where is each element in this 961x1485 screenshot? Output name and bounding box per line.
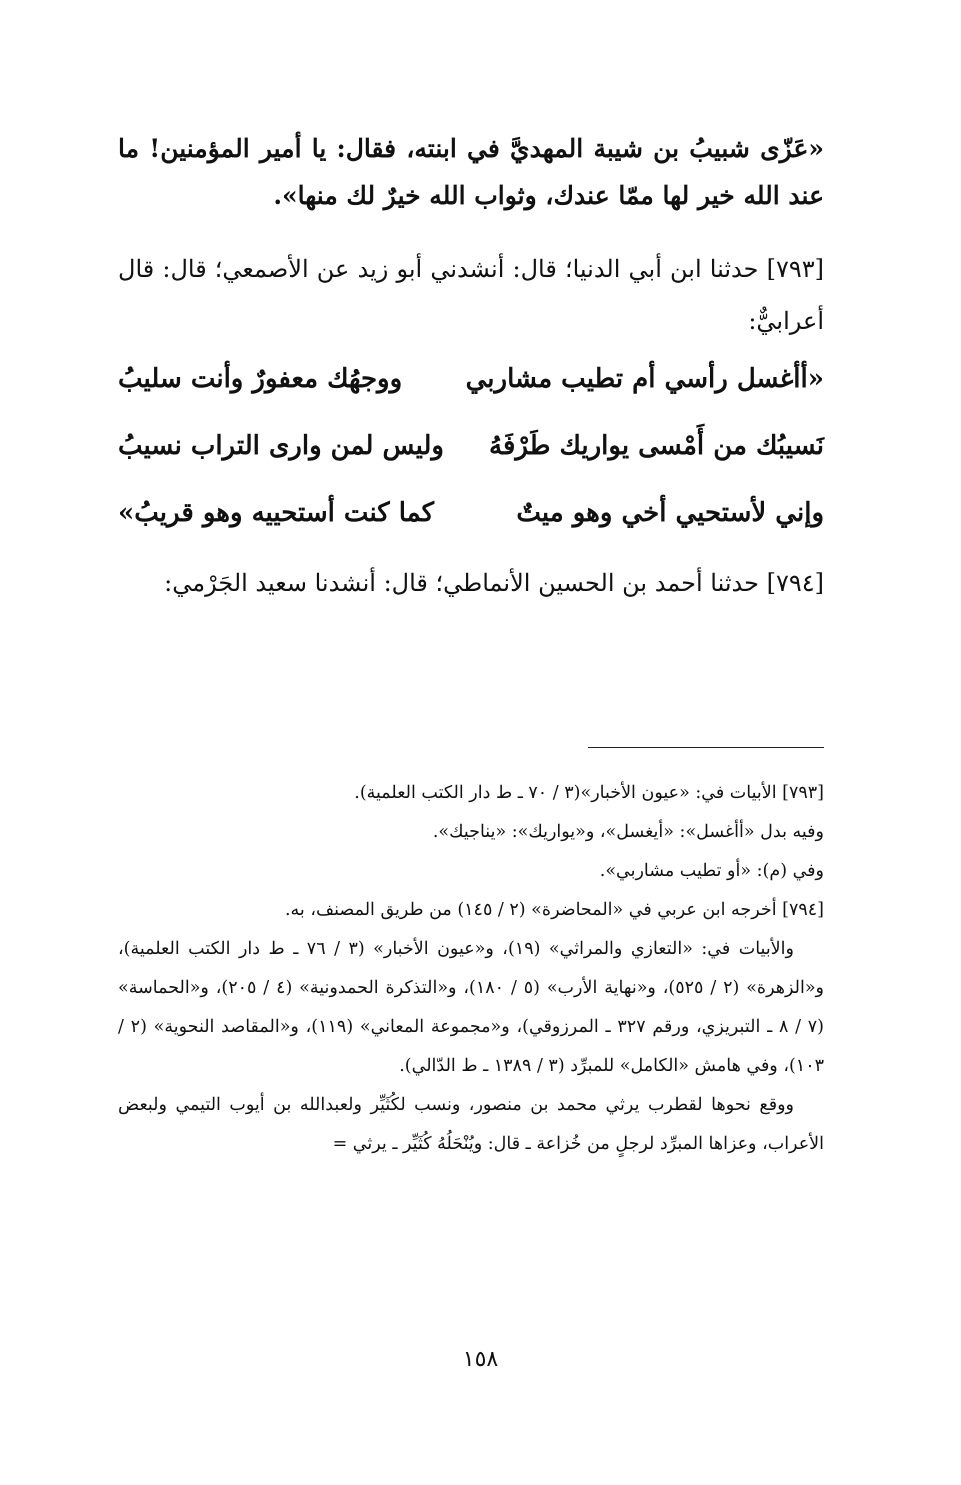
footnote-794-attribution: ووقع نحوها لقطرب يرثي محمد بن منصور، ونسب لكُثَيِّر ولعبدالله بن أيوب التيمي ولبعض الأعراب، وعزاها المبرِّد لرجلٍ من خُزاعة ـ قال: ويُنْحَلُهُ كُثَيِّر ـ يرثي = bbox=[118, 1095, 824, 1154]
narration-paragraph: «عَزّى شبيبُ بن شيبة المهديَّ في ابنته، فقال: يا أمير المؤمنين! ما عند الله خير لها ممّا عندك، وثواب الله خيرٌ لك منها». bbox=[118, 134, 824, 210]
verse-3-second-hemistich: كما كنت أستحييه وهو قريبُ» bbox=[118, 498, 435, 528]
report-793: [٧٩٣] حدثنا ابن أبي الدنيا؛ قال: أنشدني أبو زيد عن الأصمعي؛ قال: قال أعرابيٌّ: bbox=[118, 255, 824, 335]
footnote-794-source: [٧٩٤] أخرجه ابن عربي في «المحاضرة» (٢ / ١٤٥) من طريق المصنف، به. bbox=[284, 900, 824, 920]
footnote-793-source: [٧٩٣] الأبيات في: «عيون الأخبار»(٣ / ٧٠ ـ ط دار الكتب العلمية). bbox=[354, 783, 824, 803]
verse-2-second-hemistich: وليس لمن وارى التراب نسيبُ bbox=[118, 431, 444, 461]
page-number: ١٥٨ bbox=[462, 1347, 499, 1372]
footnote-794-references: والأبيات في: «التعازي والمراثي» (١٩)، و«عيون الأخبار» (٣ / ٧٦ ـ ط دار الكتب العلمية)، و«الزهرة» (٢ / ٥٢٥)، و«نهاية الأرب» (٥ / ١٨٠)، و«التذكرة الحمدونية» (٤ / ٢٠٥)، و«الحماسة» (٧ / ٨ ـ التبريزي، ورقم ٣٢٧ ـ المرزوقي)، و«مجموعة المعاني» (١١٩)، و«المقاصد النحوية» (٢ / ١٠٣)، وفي هامش «الكامل» للمبرِّد (٣ / ١٣٨٩ ـ ط الدّالي). bbox=[118, 939, 824, 1076]
verse-line-3 bbox=[118, 490, 824, 550]
verse-1-first-hemistich: «أأغسل رأسي أم تطيب مشاربي bbox=[465, 364, 824, 394]
footnote-793-manuscript: وفي (م): «أو تطيب مشاربي». bbox=[599, 861, 824, 881]
footnotes bbox=[118, 774, 824, 1164]
verse-3-first-hemistich: وإني لأستحيي أخي وهو ميتٌ bbox=[516, 498, 824, 528]
verse-line-1 bbox=[118, 356, 824, 416]
footnote-793-variant: وفيه بدل «أأغسل»: «أيغسل»، و«يواريك»: «يناجيك». bbox=[432, 822, 824, 842]
verse-1-second-hemistich: ووجهُك معفورٌ وأنت سليبُ bbox=[118, 364, 403, 394]
verse-2-first-hemistich: نَسيبُك من أَمْسى يواريك طَرْفَهُ bbox=[489, 431, 824, 461]
report-794: [٧٩٤] حدثنا أحمد بن الحسين الأنماطي؛ قال: أنشدنا سعيد الجَرْمي: bbox=[164, 569, 824, 597]
footnote-separator bbox=[588, 747, 824, 748]
verse-line-2 bbox=[118, 423, 824, 483]
